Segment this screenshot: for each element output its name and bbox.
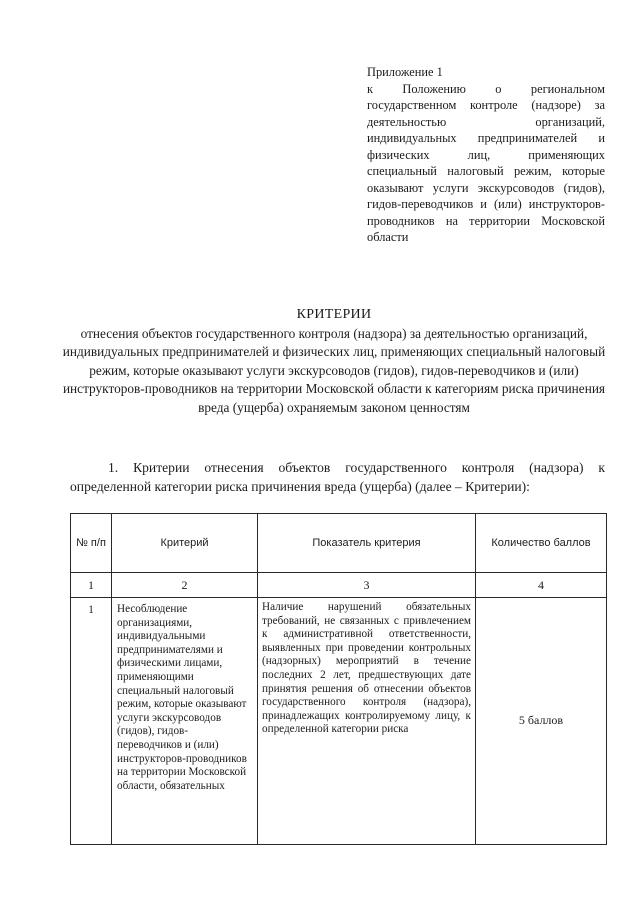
appendix-reference: к Положению о региональном государственном контроле (надзоре) за деятельностью организаций, индивидуальных предпринимателей и физических лиц, применяющих специальный налоговый режим, которые оказывают услуги экскурсоводов (гидов), гидов-переводчиков и (или) инструкторов-проводников на территории Московской области: [367, 81, 605, 244]
table-row: [71, 598, 607, 845]
row-indicator: Наличие нарушений обязательных требований, не связанных с привлечением к административной ответственности, выявленных при проведении контрольных (надзорных) мероприятий в течение последних 2 лет, предшествующих дате принятия решения об отнесении объектов государственного контроля (надзора), принадлежащих контролируемому лицу, к определенной категории риска: [258, 598, 476, 845]
row-number: 1: [71, 598, 112, 845]
column-number: 4: [476, 573, 607, 598]
table-header-row: [71, 514, 607, 573]
column-number: 3: [258, 573, 476, 598]
row-criterion: Несоблюдение организациями, индивидуальными предпринимателями и физическими лицами, применяющими специальный налоговый режим, которые оказывают услуги экскурсоводов (гидов), гидов-переводчиков и (или) инструкторов-проводников на территории Московской области, обязательных: [112, 598, 258, 845]
document-subtitle: отнесения объектов государственного контроля (надзора) за деятельностью организаций, индивидуальных предпринимателей и физических лиц, применяющих специальный налоговый режим, которые оказывают услуги экскурсоводов (гидов), гидов-переводчиков и (или) инструкторов-проводников на территории Московской области к категориям риска причинения вреда (ущерба) охраняемым законом ценностям: [62, 325, 606, 415]
document-title: КРИТЕРИИ: [296, 307, 372, 322]
header-number: № п/п: [71, 514, 112, 573]
appendix-number: Приложение 1: [367, 65, 443, 79]
column-number: 2: [112, 573, 258, 598]
header-score: Количество баллов: [476, 514, 607, 573]
header-criterion: Критерий: [112, 514, 258, 573]
row-score: 5 баллов: [476, 598, 607, 845]
document-title-block: [60, 306, 608, 417]
column-number: 1: [71, 573, 112, 598]
header-indicator: Показатель критерия: [258, 514, 476, 573]
intro-paragraph: 1. Критерии отнесения объектов государственного контроля (надзора) к определенной категории риска причинения вреда (ущерба) (далее – Критерии):: [70, 460, 605, 494]
column-number-row: [71, 573, 607, 598]
appendix-block: [367, 64, 605, 246]
criteria-table: [70, 513, 607, 845]
